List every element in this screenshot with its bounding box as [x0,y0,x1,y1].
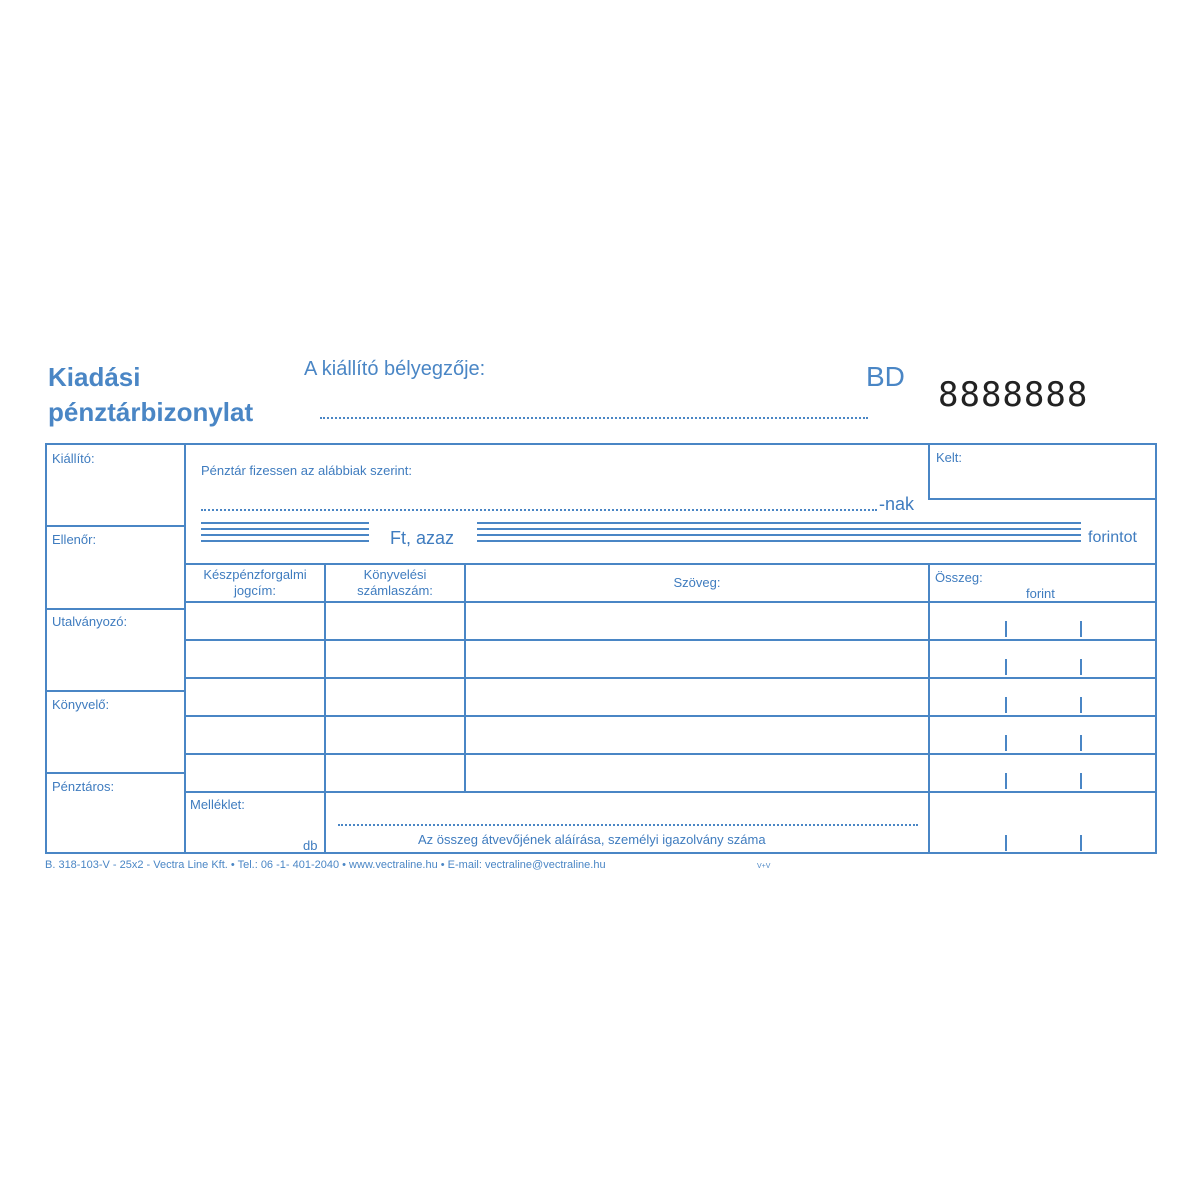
stamp-dotted-line [320,417,868,419]
forintot-label: forintot [1088,529,1137,546]
col-osszeg-header: Összeg: [935,570,983,585]
col-jogcim-header-line1: Készpénzforgalmi [203,567,307,582]
signature-label: Az összeg átvevőjének aláírása, személyi igazolvány száma [418,832,766,847]
stamp-label: A kiállító bélyegzője: [304,358,486,380]
footer-imprint: B. 318-103-V - 25x2 - Vectra Line Kft. • Tel.: 06 -1- 401-2040 • www.vectraline.hu • E-mail: vectraline@vectraline.hu [45,859,606,871]
ellenor-label: Ellenőr: [52,532,97,547]
kelt-label: Kelt: [936,450,963,465]
payee-dotted-line [201,509,877,511]
col-szoveg-header: Szöveg: [673,575,721,590]
col-szamlaszam-header-line1: Könyvelési [363,567,427,582]
kiallito-label: Kiállító: [52,451,95,466]
ft-azaz-label: Ft, azaz [390,528,455,548]
form-title-line2: pénztárbizonylat [48,397,254,427]
payment-instruction: Pénztár fizessen az alábbiak szerint: [201,463,412,478]
amount-number-lines [201,522,369,546]
utalvanyozo-label: Utalványozó: [52,614,128,629]
signature-dotted-line [338,824,918,826]
col-osszeg-unit: forint [1026,586,1055,601]
penztaros-label: Pénztáros: [52,779,115,794]
series-code: BD [866,361,905,392]
form-title-line1: Kiadási [48,362,141,392]
col-jogcim-header-line2: jogcím: [234,583,276,598]
footer-mark: V+V [757,863,771,870]
col-szamlaszam-header-line2: számlaszám: [357,583,433,598]
konyvelo-label: Könyvelő: [52,697,110,712]
db-label: db [303,838,318,853]
nak-suffix: -nak [879,494,915,514]
melleklet-label: Melléklet: [190,797,245,812]
serial-number: 8888888 [938,375,1089,415]
amount-words-lines [477,522,1081,546]
